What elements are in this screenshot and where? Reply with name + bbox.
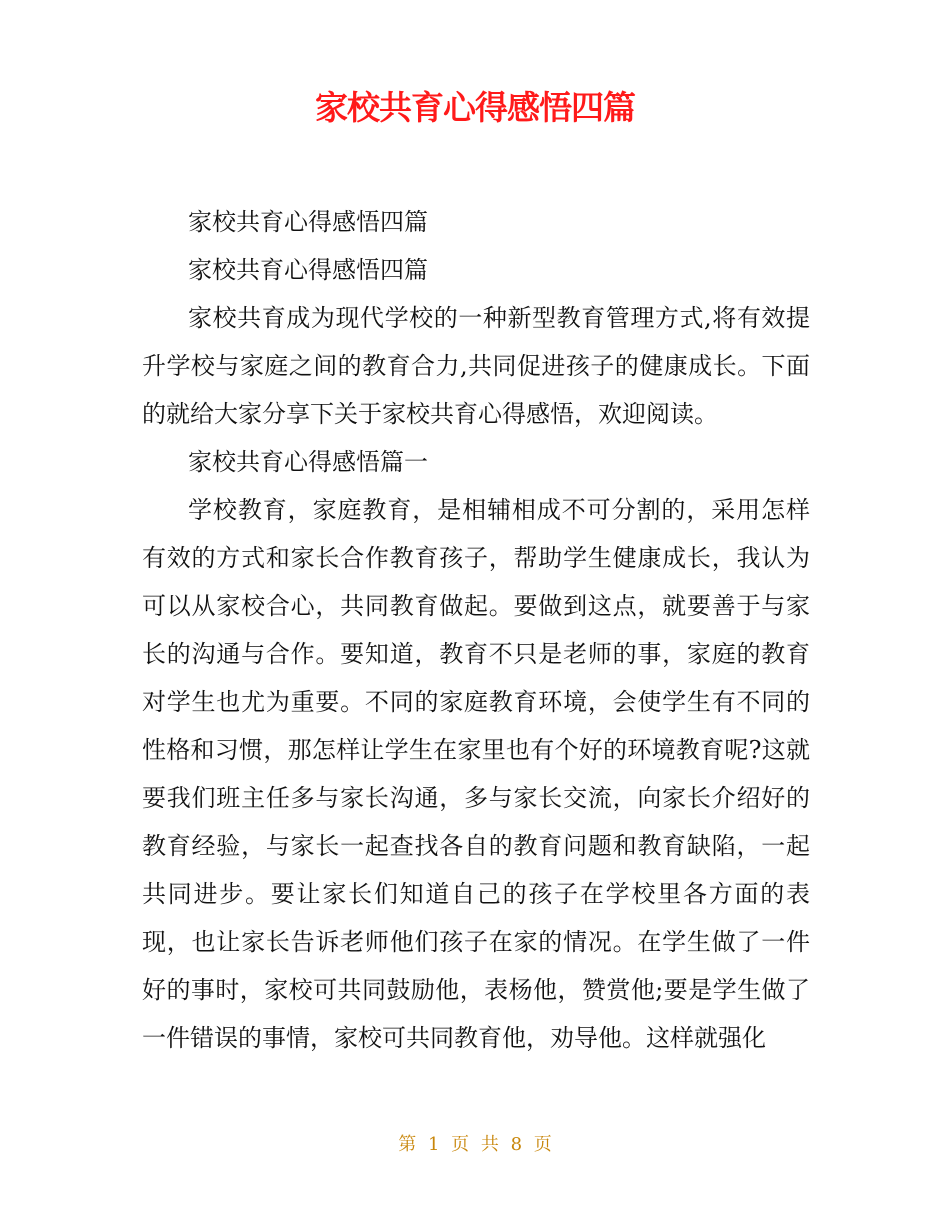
document-body — [142, 198, 810, 1062]
section-heading: 家校共育心得感悟篇一 — [188, 448, 428, 476]
document-title: 家校共育心得感悟四篇 — [315, 88, 635, 127]
intro-paragraph: 家校共育成为现代学校的一种新型教育管理方式,将有效提升学校与家庭之间的教育合力,共同促进孩子的健康成长。下面的就给大家分享下关于家校共育心得感悟，欢迎阅读。 — [142, 304, 810, 428]
body-paragraph: 家校共育心得感悟四篇 — [188, 256, 428, 284]
page-footer: 第 1 页 共 8 页 — [398, 1134, 552, 1155]
body-paragraph: 学校教育，家庭教育，是相辅相成不可分割的，采用怎样有效的方式和家长合作教育孩子，帮助学生健康成长，我认为可以从家校合心，共同教育做起。要做到这点，就要善于与家长的沟通与合作。要知道，教育不只是老师的事，家庭的教育对学生也尤为重要。不同的家庭教育环境，会使学生有不同的性格和习惯，那怎样让学生在家里也有个好的环境教育呢?这就要我们班主任多与家长沟通，多与家长交流，向家长介绍好的教育经验，与家长一起查找各自的教育问题和教育缺陷，一起共同进步。要让家长们知道自己的孩子在学校里各方面的表现，也让家长告诉老师他们孩子在家的情况。在学生做了一件好的事时，家校可共同鼓励他，表杨他，赞赏他;要是学生做了一件错误的事情，家校可共同教育他，劝导他。这样就强化 — [142, 496, 810, 1052]
body-paragraph: 家校共育心得感悟四篇 — [188, 208, 428, 236]
